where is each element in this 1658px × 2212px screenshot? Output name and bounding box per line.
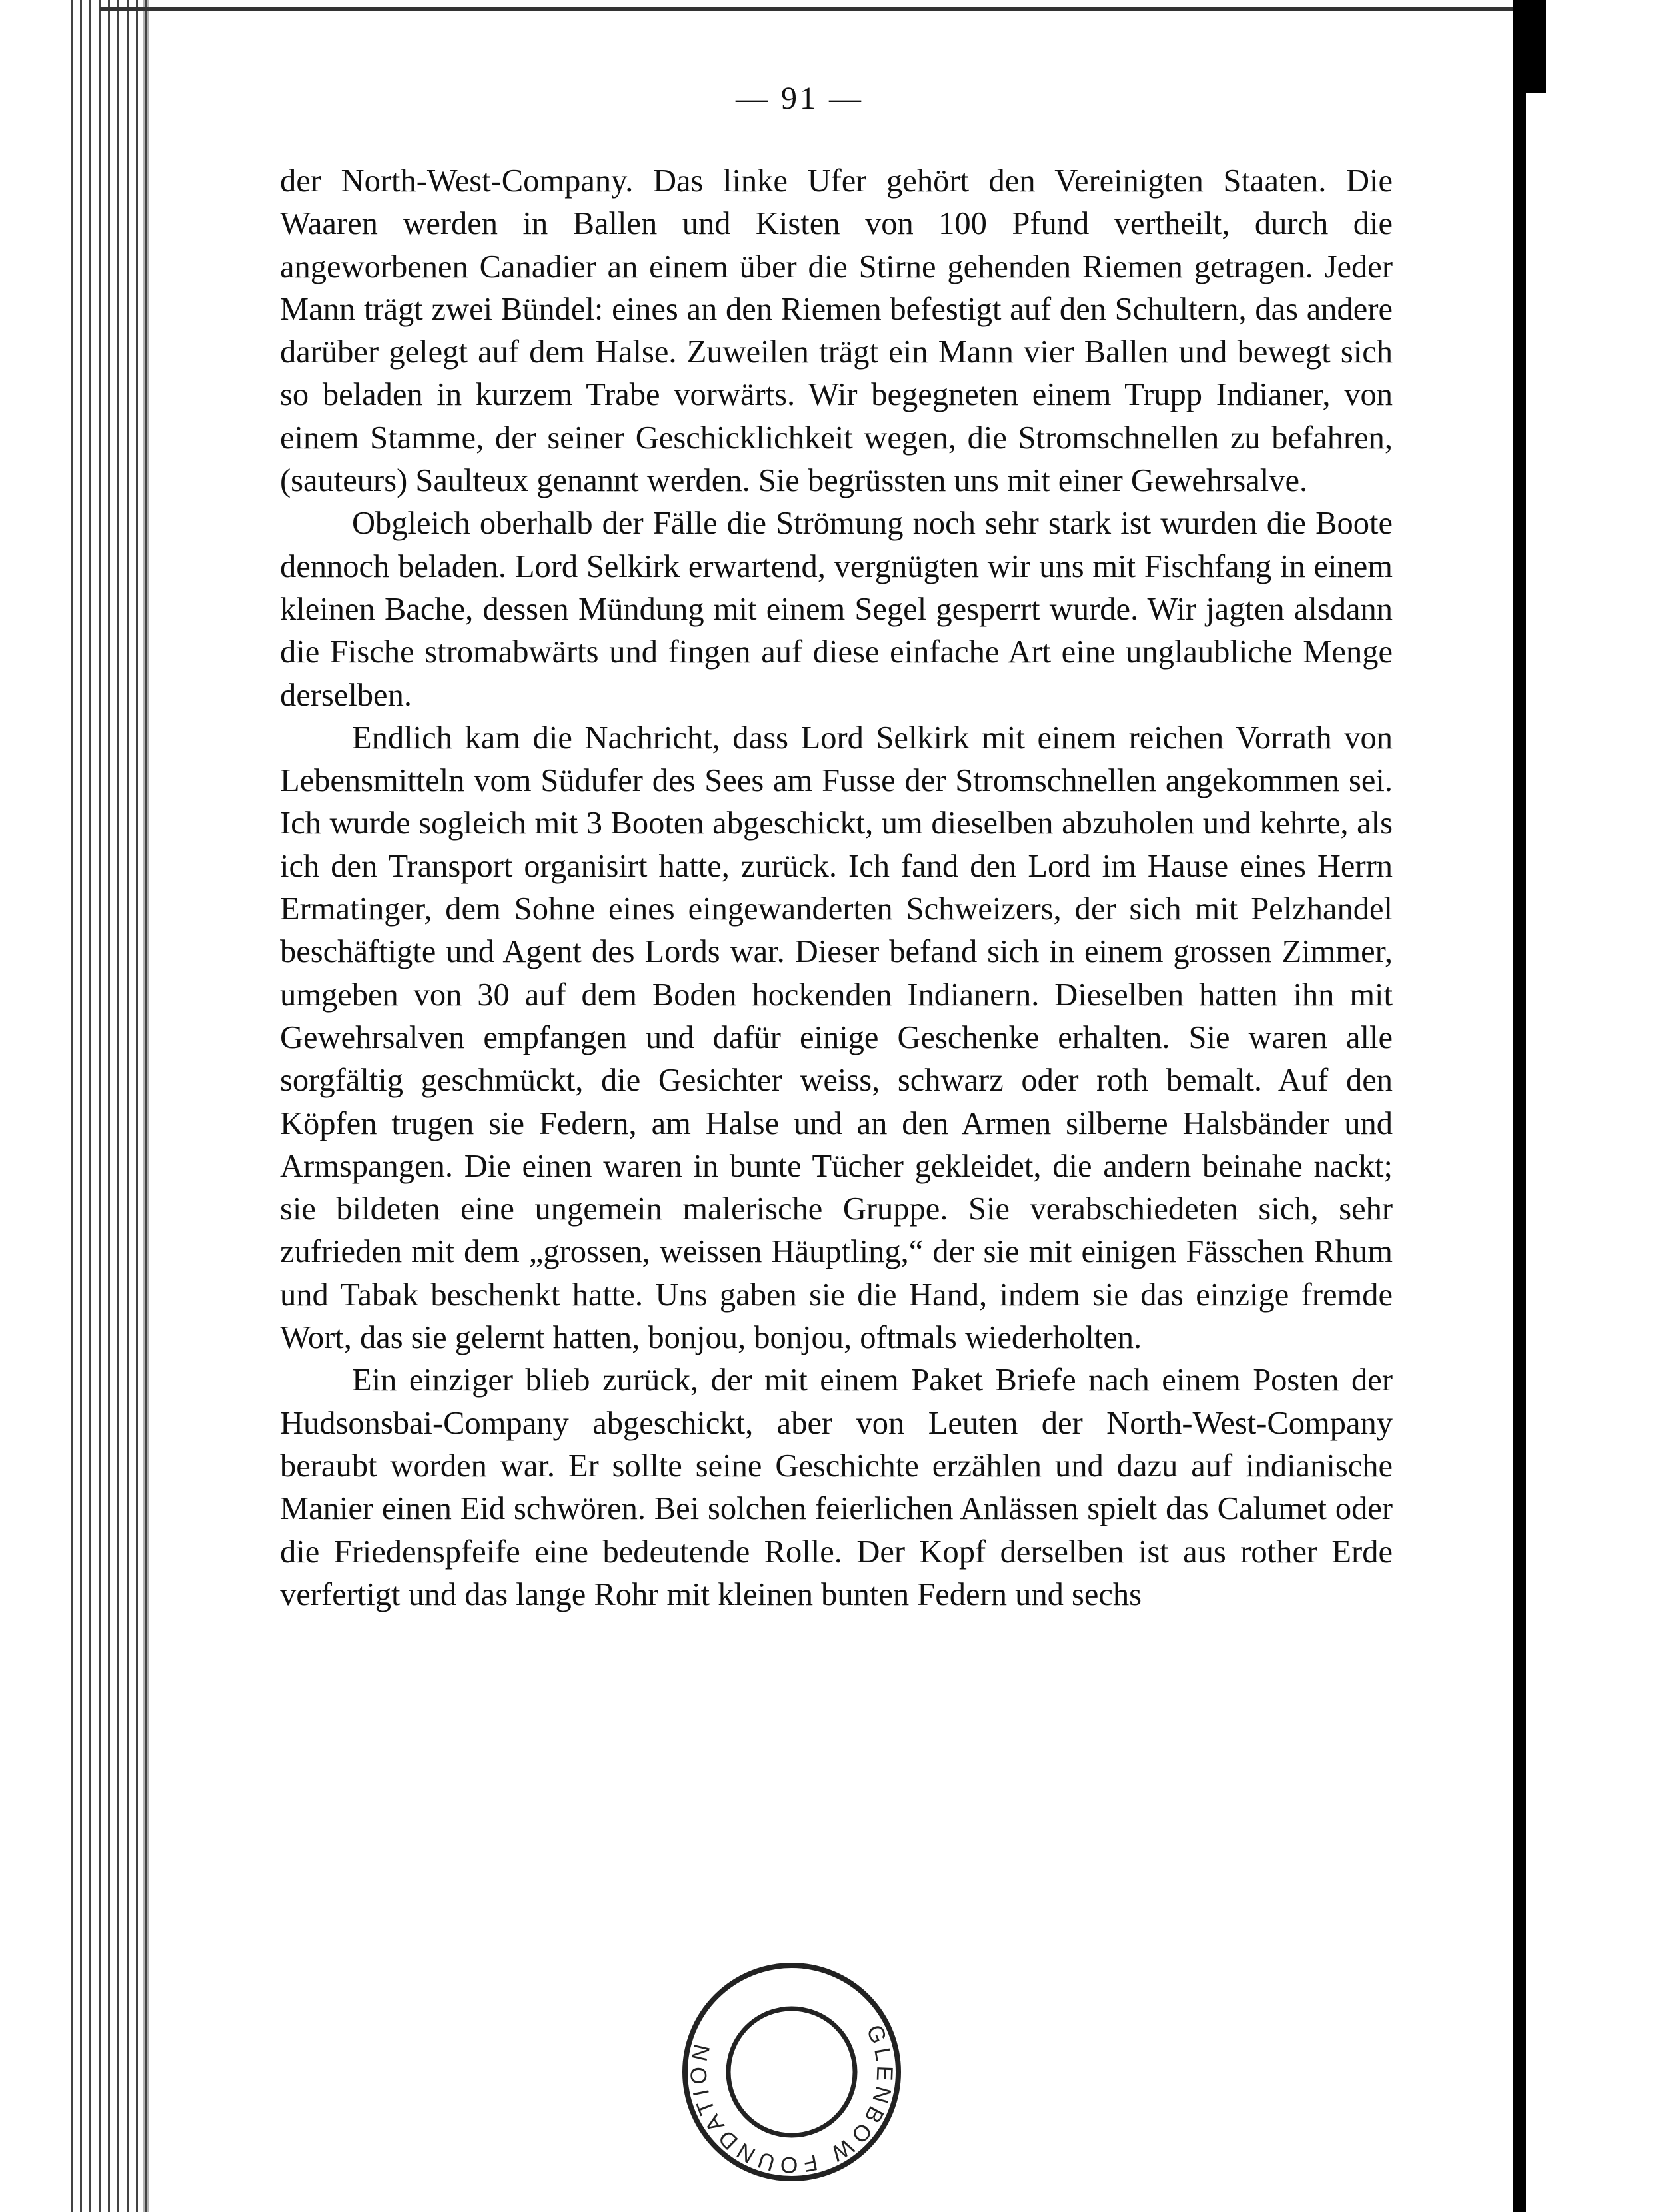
paragraph: Ein einziger blieb zurück, der mit einem Paket Briefe nach einem Posten der Hudsonsbai-Company abgeschickt, aber von Leuten der North-West-Company beraubt worden war. Er sollte seine Geschichte erzählen und dazu auf indianische Manier einen Eid schwören. Bei solchen feierlichen Anlässen spielt das Calumet oder die Friedenspfeife eine bedeutende Rolle. Der Kopf derselben ist aus rother Erde verfertigt und das lange Rohr mit kleinen bunten Federn und sechs	[280, 1363, 1393, 1612]
book-edge-shadow	[143, 0, 149, 2212]
book-edge	[67, 0, 147, 2212]
right-page-edge	[1513, 0, 1658, 2212]
top-edge-rule	[100, 7, 1513, 11]
paragraph: der North-West-Company. Das linke Ufer gehört den Vereinigten Staaten. Die Waaren werden in Ballen und Kisten von 100 Pfund vertheilt, durch die angeworbenen Canadier an einem über die Stirne gehenden Riemen getragen. Jeder Mann trägt zwei Bündel: eines an den Riemen befestigt auf den Schultern, das andere darüber gelegt auf dem Halse. Zuweilen trägt ein Mann vier Ballen und bewegt sich so beladen in kurzem Trabe vorwärts. Wir begegneten einem Trupp Indianer, von einem Stamme, der seiner Geschicklichkeit wegen, die Stromschnellen zu befahren, (sauteurs) Saulteux genannt werden. Sie begrüssten uns mit einer Gewehrsalve.	[280, 163, 1393, 499]
svg-text:GLENBOW FOUNDATION	[678, 1959, 905, 2185]
stamp-graphic	[678, 1959, 905, 2185]
stamp-text: GLENBOW FOUNDATION	[686, 2021, 898, 2178]
page-text	[280, 160, 1393, 1616]
page-number: — 91 —	[736, 81, 864, 116]
paragraph: Endlich kam die Nachricht, dass Lord Selkirk mit einem reichen Vorrath von Lebensmitteln vom Südufer des Sees am Fusse der Stromschnellen angekommen sei. Ich wurde sogleich mit 3 Booten abgeschickt, um dieselben abzuholen und kehrte, als ich den Transport organisirt hatte, zurück. Ich fand den Lord im Hause eines Herrn Ermatinger, dem Sohne eines eingewanderten Schweizers, der sich mit Pelzhandel beschäftigte und Agent des Lords war. Dieser befand sich in einem grossen Zimmer, umgeben von 30 auf dem Boden hockenden Indianern. Dieselben hatten ihn mit Gewehrsalven empfangen und dafür einige Geschenke erhalten. Sie waren alle sorgfältig geschmückt, die Gesichter weiss, schwarz oder roth bemalt. Auf den Köpfen trugen sie Federn, am Halse und an den Armen silberne Halsbänder und Armspangen. Die einen waren in bunte Tücher gekleidet, die andern beinahe nackt; sie bildeten eine ungemein malerische Gruppe. Sie verabschiedeten sich, sehr zufrieden mit dem „grossen, weissen Häuptling,“ der sie mit einigen Fässchen Rhum und Tabak beschenkt hatte. Uns gaben sie die Hand, indem sie das einzige fremde Wort, das sie gelernt hatten, bonjou, bonjou, oftmals wiederholten.	[280, 720, 1393, 1356]
paragraph: Obgleich oberhalb der Fälle die Strömung noch sehr stark ist wurden die Boote dennoch beladen. Lord Selkirk erwartend, vergnügten wir uns mit Fischfang in einem kleinen Bache, dessen Mündung mit einem Segel gesperrt wurde. Wir jagten alsdann die Fische stromabwärts und fingen auf diese einfache Art eine unglaubliche Menge derselben.	[280, 506, 1393, 713]
library-stamp	[678, 1959, 905, 2185]
